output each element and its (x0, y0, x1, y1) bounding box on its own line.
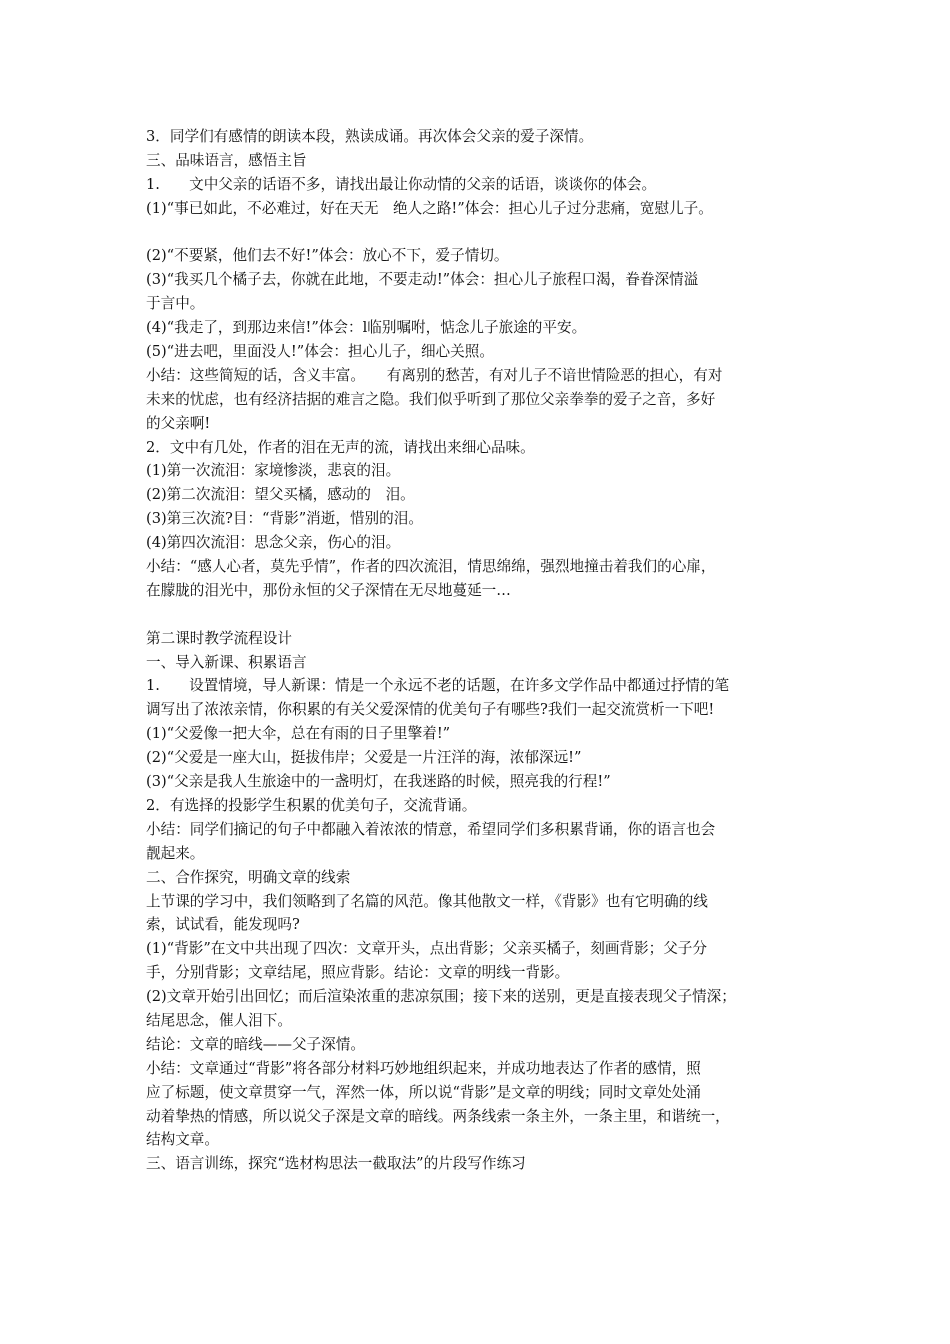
text-line: (3)“我买几个橘子去，你就在此地，不要走动!”体会：担心儿子旅程口渴，眷眷深情溢 (146, 271, 699, 289)
text-line: 小结：这些简短的话，含义丰富。 有离别的愁苦，有对儿子不谙世情险恶的担心，有对 (146, 366, 723, 384)
section-heading: 一、导入新课、积累语言 (146, 653, 307, 671)
section-title: 第二课时教学流程设计 (146, 629, 292, 647)
section-heading: 三、语言训练，探究“选材构思法一截取法”的片段写作练习 (146, 1155, 526, 1173)
section-tears (146, 244, 846, 602)
section-lesson-review (146, 125, 846, 221)
text-line: 靓起来。 (146, 844, 205, 862)
text-line: 结构文章。 (146, 1131, 219, 1149)
text-line: (4)第四次流泪：思念父亲，伤心的泪。 (146, 534, 401, 552)
text-line: 的父亲啊! (146, 414, 211, 432)
text-line: (1)“事已如此，不必难过，好在天无 绝人之路!”体会：担心儿子过分悲痛，宽慰儿子。 (146, 199, 713, 217)
text-line: 小结：同学们摘记的句子中都融入着浓浓的情意，希望同学们多积累背诵，你的语言也会 (146, 820, 716, 838)
text-line: (1)“背影”在文中共出现了四次：文章开头，点出背影；父亲买橘子，刻画背影；父子分 (146, 940, 707, 958)
text-line: 索，试试看，能发现吗? (146, 916, 300, 934)
text-line: 2．有选择的投影学生积累的优美句子，交流背诵。 (146, 796, 477, 814)
text-line: 1. 文中父亲的话语不多，请找出最让你动情的父亲的话语，谈谈你的体会。 (146, 175, 657, 193)
text-line: 结论：文章的暗线——父子深情。 (146, 1035, 365, 1053)
section-second-lesson (146, 627, 846, 1176)
text-line: (1)第一次流泪：家境惨淡，悲哀的泪。 (146, 462, 401, 480)
text-line: 2．文中有几处，作者的泪在无声的流，请找出来细心品味。 (146, 438, 535, 456)
text-line: (2)文章开始引出回忆；而后渲染浓重的悲凉氛围；接下来的送别，更是直接表现父子情深； (146, 988, 736, 1006)
text-line: 结尾思念，催人泪下。 (146, 1011, 292, 1029)
document-page (146, 125, 846, 1176)
text-line: (4)“我走了，到那边来信!”体会：l临别嘱咐，惦念儿子旅途的平安。 (146, 319, 587, 337)
text-line: 调写出了浓浓亲情，你积累的有关父爱深情的优美句子有哪些?我们一起交流赏析一下吧! (146, 701, 715, 719)
text-line: 应了标题，使文章贯穿一气，浑然一体，所以说“背影”是文章的明线；同时文章处处涌 (146, 1083, 701, 1101)
section-heading: 三、品味语言，感悟主旨 (146, 151, 307, 169)
text-line: (2)第二次流泪：望父买橘，感动的 泪。 (146, 486, 415, 504)
blank-line (146, 221, 846, 245)
text-line: 3．同学们有感情的朗读本段，熟读成诵。再次体会父亲的爱子深情。 (146, 128, 594, 145)
text-line: 于言中。 (146, 295, 205, 313)
text-line: 手，分别背影；文章结尾，照应背影。结论：文章的明线一背影。 (146, 964, 570, 982)
text-line: (2)“不要紧，他们去不好!”体会：放心不下，爱子情切。 (146, 247, 509, 265)
blank-line (146, 603, 846, 627)
text-line: 1. 设置情境，导人新课：情是一个永远不老的话题，在许多文学作品中都通过抒情的笔 (146, 677, 730, 695)
text-line: (5)“进去吧，里面没人!”体会：担心儿子，细心关照。 (146, 343, 494, 361)
section-heading: 二、合作探究，明确文章的线索 (146, 868, 351, 886)
text-line: 上节课的学习中，我们领略到了名篇的风范。像其他散文一样，《背影》也有它明确的线 (146, 892, 708, 910)
text-line: (2)“父爱是一座大山，挺拔伟岸；父爱是一片汪洋的海，浓郁深远!” (146, 749, 582, 767)
text-line: (3)“父亲是我人生旅途中的一盏明灯，在我迷路的时候，照亮我的行程!” (146, 773, 611, 791)
text-line: 未来的忧虑，也有经济拮据的难言之隐。我们似乎听到了那位父亲拳拳的爱子之音，多好 (146, 390, 716, 408)
text-line: 动着挚热的情感，所以说父子深是文章的暗线。两条线索一条主外，一条主里，和谐统一， (146, 1107, 730, 1125)
text-line: 小结：“感人心者，莫先乎情”，作者的四次流泪，情思绵绵，强烈地撞击着我们的心扉， (146, 558, 716, 576)
text-line: (3)第三次流?目：“背影”消逝，惜别的泪。 (146, 510, 423, 528)
text-line: 在朦胧的泪光中，那份永恒的父子深情在无尽地蔓延一… (146, 581, 511, 599)
text-line: (1)“父爱像一把大伞，总在有雨的日子里擎着!” (146, 725, 451, 743)
text-line: 小结：文章通过“背影”将各部分材料巧妙地组织起来，并成功地表达了作者的感情，照 (146, 1059, 701, 1077)
